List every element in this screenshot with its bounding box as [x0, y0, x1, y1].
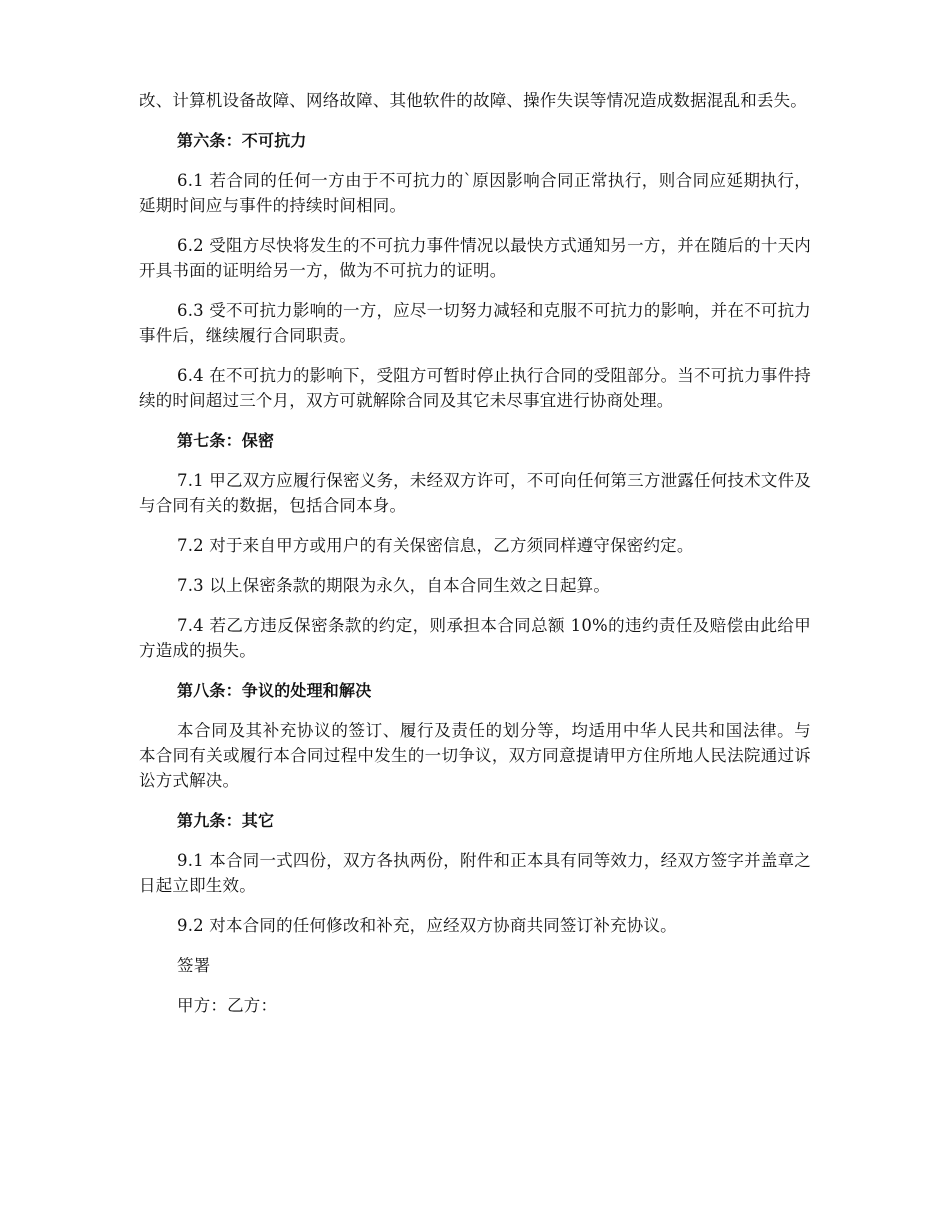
- clause-9-2: 9.2 对本合同的任何修改和补充，应经双方协商共同签订补充协议。: [177, 916, 677, 935]
- signature-label: 签署: [177, 956, 211, 975]
- parties-line: 甲方：乙方：: [177, 996, 278, 1015]
- clause-8: 本合同及其补充协议的签订、履行及责任的划分等，均适用中华人民共和国法律。与本合同有关或履行本合同过程中发生的一切争议，双方同意提请甲方住所地人民法院通过诉讼方式解决。: [139, 721, 811, 790]
- clause-7-3: 7.3 以上保密条款的期限为永久，自本合同生效之日起算。: [177, 576, 611, 595]
- clause-7-1: 7.1 甲乙双方应履行保密义务，未经双方许可，不可向任何第三方泄露任何技术文件及与合同有关的数据，包括合同本身。: [139, 471, 811, 515]
- paragraph-continuation: 改、计算机设备故障、网络故障、其他软件的故障、操作失误等情况造成数据混乱和丢失。: [139, 91, 807, 110]
- article-8-heading: 第八条：争议的处理和解决: [177, 681, 372, 700]
- clause-9-1: 9.1 本合同一式四份，双方各执两份，附件和正本具有同等效力，经双方签字并盖章之日起立即生效。: [139, 851, 811, 895]
- article-9-heading: 第九条：其它: [177, 811, 275, 830]
- clause-7-2: 7.2 对于来自甲方或用户的有关保密信息，乙方须同样遵守保密约定。: [177, 536, 694, 555]
- clause-7-4: 7.4 若乙方违反保密条款的约定，则承担本合同总额 10%的违约责任及赔偿由此给甲方造成的损失。: [139, 616, 811, 660]
- article-7-heading: 第七条：保密: [177, 431, 275, 450]
- clause-6-1: 6.1 若合同的任何一方由于不可抗力的`原因影响合同正常执行，则合同应延期执行，延期时间应与事件的持续时间相同。: [139, 171, 811, 215]
- article-6-heading: 第六条：不可抗力: [177, 131, 307, 150]
- document-page: [139, 88, 811, 1033]
- clause-6-2: 6.2 受阻方尽快将发生的不可抗力事件情况以最快方式通知另一方，并在随后的十天内开具书面的证明给另一方，做为不可抗力的证明。: [139, 236, 811, 280]
- clause-6-4: 6.4 在不可抗力的影响下，受阻方可暂时停止执行合同的受阻部分。当不可抗力事件持续的时间超过三个月，双方可就解除合同及其它未尽事宜进行协商处理。: [139, 366, 811, 410]
- clause-6-3: 6.3 受不可抗力影响的一方，应尽一切努力减轻和克服不可抗力的影响，并在不可抗力事件后，继续履行合同职责。: [139, 301, 811, 345]
